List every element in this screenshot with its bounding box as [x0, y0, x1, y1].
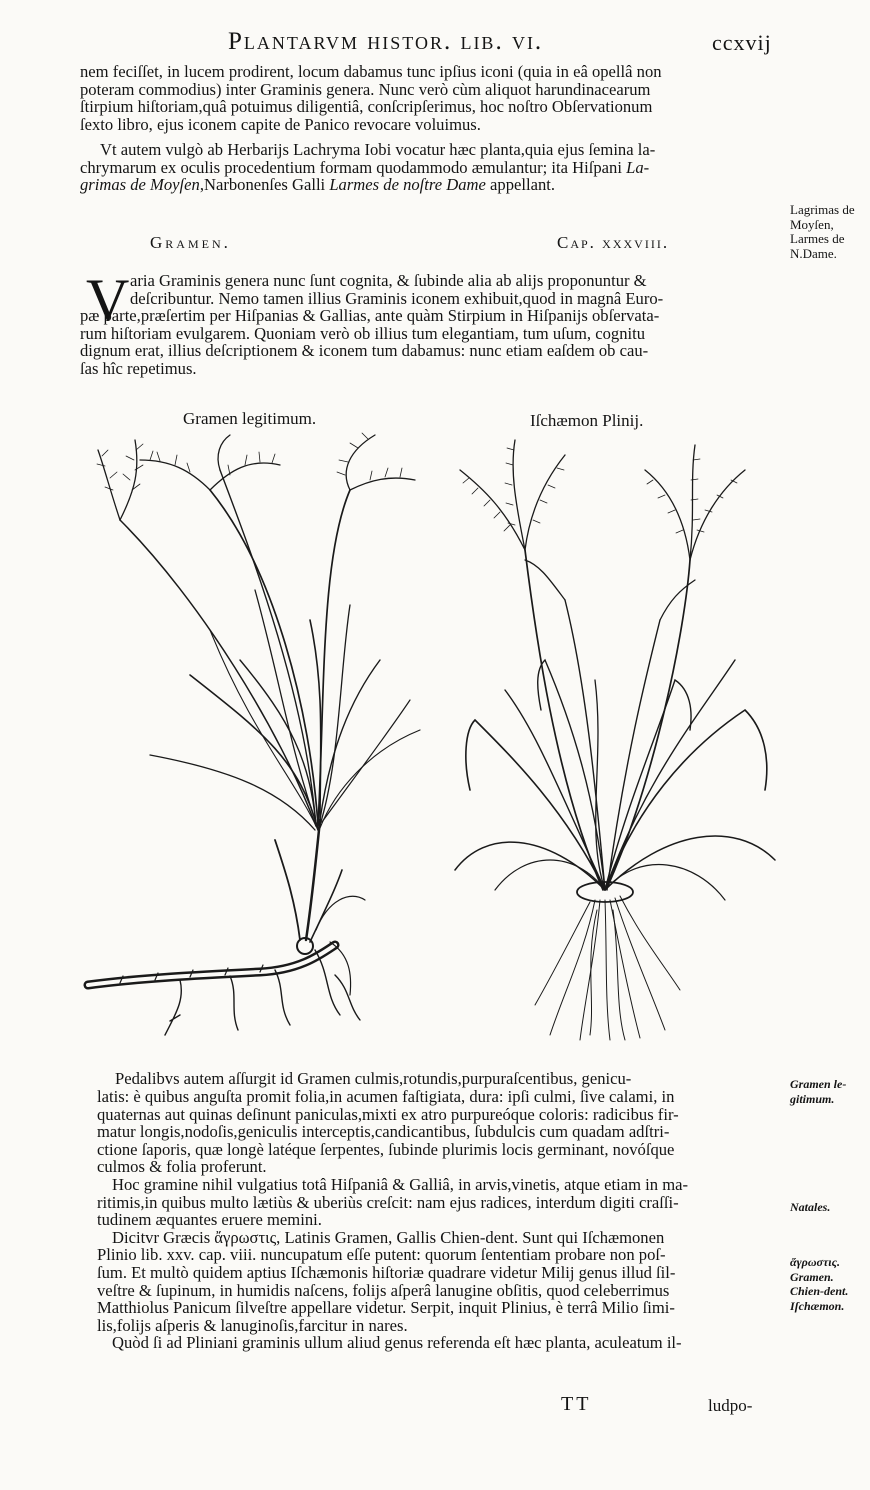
body-paragraph-1	[130, 272, 785, 307]
chapter-number: Cap. xxxviii.	[557, 233, 670, 252]
text-line: ſas hîc repetimus.	[80, 358, 197, 378]
ischaemon-plinii-woodcut	[445, 430, 795, 1045]
chapter-heading: Gramen.	[150, 233, 231, 252]
text-line: ritimis,in quibus multo lætiùs & uberiùs creſcit: nam ejus radices, interdum digiti craſſi-	[97, 1192, 679, 1212]
folio-number: ccxvij	[712, 30, 772, 55]
body-paragraph-2-cont	[97, 1088, 783, 1352]
text-line: Hoc gramine nihil vulgatius totâ Hiſpaniâ & Galliâ, in arvis,vinetis, atque etiam in ma-	[112, 1174, 689, 1194]
margin-note-nomina: ἄγρωστις. Gramen. Chien-dent. Iſchæmon.	[790, 1255, 849, 1313]
margin-note-lagrimas: Lagrimas de Moyſen, Larmes de N.Dame.	[790, 202, 855, 261]
text-line: grimas de Moyſen,Narbonenſes Galli Larmes de noſtre Dame appellant.	[80, 175, 555, 195]
text-line: rum hiſtoriam evulgarem. Quoniam verò ob illius tum elegantiam, tum uſum, cognitu	[80, 323, 646, 343]
figure-caption-right: Iſchæmon Plinij.	[530, 411, 644, 430]
text-line: Matthiolus Panicum ſilveſtre appellare videtur. Serpit, inquit Plinius, è terrâ Milio ſimi-	[97, 1298, 675, 1318]
gramen-legitimum-woodcut	[80, 430, 440, 1045]
text-line: ſexto libro, ejus iconem capite de Panico revocare voluimus.	[80, 114, 481, 134]
figure-caption-left: Gramen legitimum.	[183, 409, 317, 428]
text-line: culmos & folia proferunt.	[97, 1157, 267, 1177]
text-line: chrymarum ex oculis procedentium formam quodammodo æmulantur; ita Hiſpani La-	[80, 157, 650, 177]
text-line: Vt autem vulgò ab Herbarijs Lachryma Iobi vocatur hæc planta,quia ejus ſemina la-	[100, 140, 656, 159]
text-line: poteram commodius) inter Graminis genera. Nunc verò cùm aliquot harundinacearum	[80, 79, 651, 99]
text-line: deſcribuntur. Nemo tamen illius Graminis iconem exhibuit,quod in magnâ Euro-	[130, 288, 664, 308]
margin-note-gramen: Gramen le- gitimum.	[790, 1077, 847, 1106]
body-paragraph-1-cont	[80, 307, 785, 377]
text-line: ſum. Et multò quidem aptius Iſchæmonis hiſtoriæ quadrare videtur Milij genus illud ſil-	[97, 1262, 676, 1282]
text-line: lis,folijs aſperis & lanuginoſis,farcitur in nares.	[97, 1315, 408, 1335]
text-line: nem feciſſet, in lucem prodirent, locum dabamus tunc ipſius iconi (quia in eâ opellâ non	[80, 62, 662, 81]
text-line: veſtre & ſupinum, in humidis naſcens, folijs aſperâ lanugine obſitis, quod celeberrimus	[97, 1280, 670, 1300]
text-line: dignum erat, illius deſcriptionem & iconem tum dabamus: nunc etiam eaſdem ob cau-	[80, 341, 649, 361]
text-line: pæ parte,præſertim per Hiſpanias & Gallias, ante quàm Stirpium in Hiſpanijs obſervata-	[80, 306, 660, 325]
text-line: Plinio lib. xxv. cap. viii. nuncupatum eſſe putent: quorum ſententiam probare non poſ-	[97, 1245, 666, 1265]
drop-capital: V	[86, 267, 130, 333]
text-line: ctione ſaporis, quæ longè latéque ſerpentes, ſubinde plurimis locis germinant, novóſque	[97, 1139, 675, 1159]
running-head: Plantarvm histor. lib. vi.	[228, 28, 544, 55]
text-line: Quòd ſi ad Pliniani graminis ullum aliud genus referenda eſt hæc planta, aculeatum il-	[112, 1333, 682, 1353]
body-paragraph-2	[115, 1070, 783, 1088]
text-line: Dicitvr Græcis ἄγρωστις, Latinis Gramen, Gallis Chien-dent. Sunt qui Iſchæmonen	[112, 1227, 665, 1247]
signature-mark: TT	[561, 1393, 592, 1415]
text-line: quaternas aut quinas deſinunt paniculas,mixti ex atro purpureóque coloris: radicibus fir-	[97, 1104, 679, 1124]
text-line: Pedalibvs autem aſſurgit id Gramen culmis,rotundis,purpuraſcentibus, genicu-	[115, 1069, 632, 1088]
margin-note-natales: Natales.	[790, 1200, 831, 1214]
text-line: latis: è quibus anguſta promit folia,in acumen faſtigiata, dura: ipſi culmi, ſive calami, in	[97, 1087, 675, 1106]
catchword: ludpo-	[708, 1396, 753, 1415]
lachryma-paragraph	[80, 141, 780, 194]
text-line: matur longis,nodoſis,geniculis interceptis,candicantibus, ſubdulcis cum quadam adſtri-	[97, 1122, 670, 1142]
text-line: aria Graminis genera nunc ſunt cognita, & ſubinde alia ab alijs proponuntur &	[130, 271, 647, 290]
text-line: ſtirpium hiſtoriam,quâ potuimus diligentiâ, conſcripſerimus, hoc noſtro Obſervationum	[80, 97, 653, 117]
intro-paragraph	[80, 63, 780, 133]
text-line: tudinem æquantes eruere memini.	[97, 1210, 322, 1230]
